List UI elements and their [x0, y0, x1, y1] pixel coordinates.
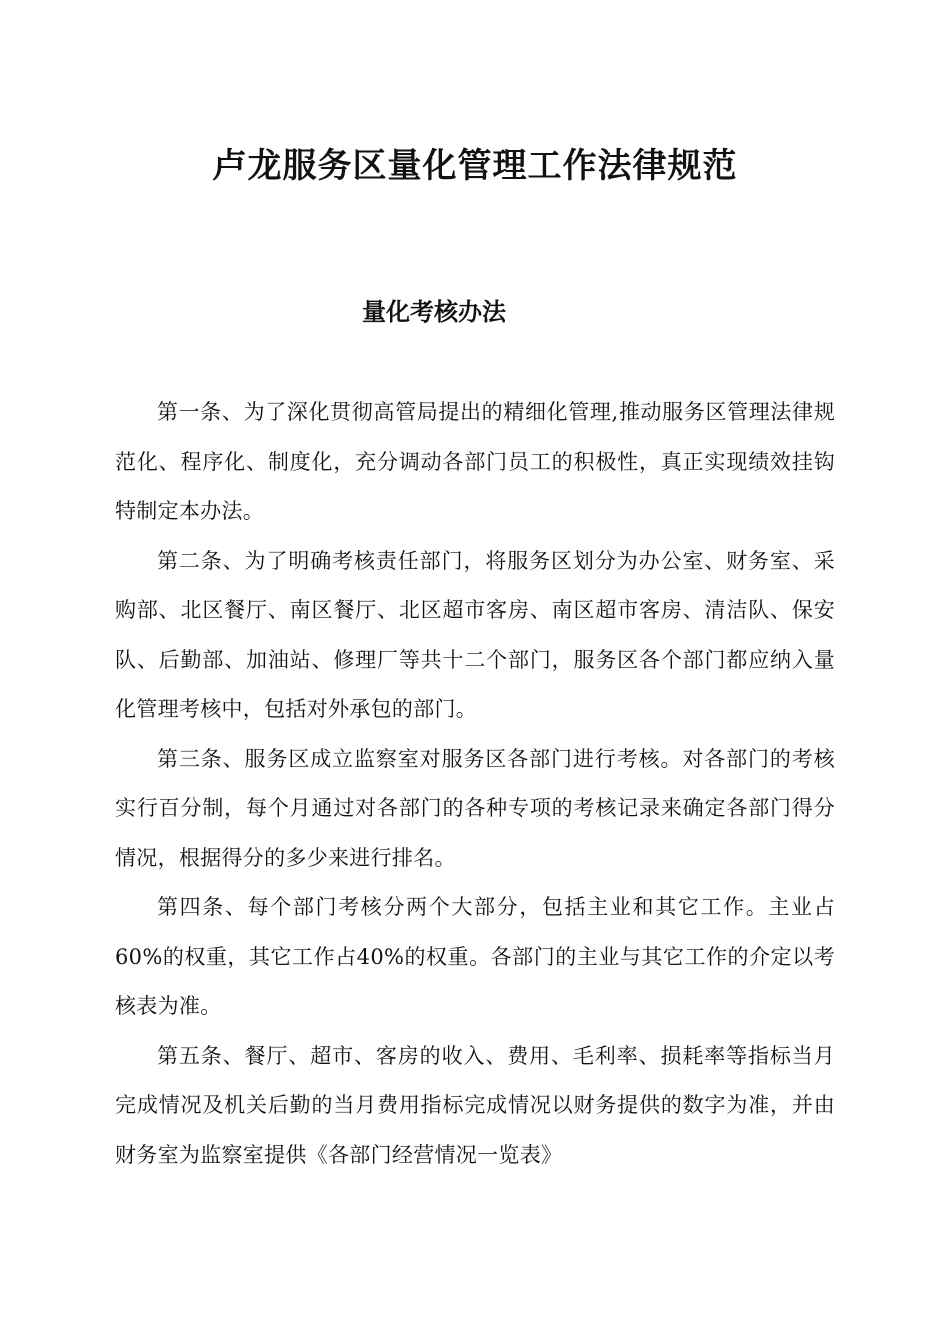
article-2: 第二条、为了明确考核责任部门，将服务区划分为办公室、财务室、采购部、北区餐厅、南区餐厅、北区超市客房、南区超市客房、清洁队、保安队、后勤部、加油站、修理厂等共十二个部门，服务区各个部门都应纳入量化管理考核中，包括对外承包的部门。	[115, 548, 835, 721]
article-3: 第三条、服务区成立监察室对服务区各部门进行考核。对各部门的考核实行百分制，每个月通过对各部门的各种专项的考核记录来确定各部门得分情况，根据得分的多少来进行排名。	[115, 746, 835, 870]
section-title: 量化考核办法	[362, 297, 506, 326]
article-1: 第一条、为了深化贯彻高管局提出的精细化管理,推动服务区管理法律规范化、程序化、制度化，充分调动各部门员工的积极性，真正实现绩效挂钩特制定本办法。	[115, 400, 835, 523]
article-4: 第四条、每个部门考核分两个大部分，包括主业和其它工作。主业占60%的权重，其它工作占40%的权重。各部门的主业与其它工作的介定以考核表为准。	[115, 895, 835, 1018]
document-body	[115, 388, 835, 1180]
article-5: 第五条、餐厅、超市、客房的收入、费用、毛利率、损耗率等指标当月完成情况及机关后勤的当月费用指标完成情况以财务提供的数字为准，并由财务室为监察室提供《各部门经营情况一览表》	[115, 1043, 835, 1167]
document-title: 卢龙服务区量化管理工作法律规范	[212, 146, 738, 186]
